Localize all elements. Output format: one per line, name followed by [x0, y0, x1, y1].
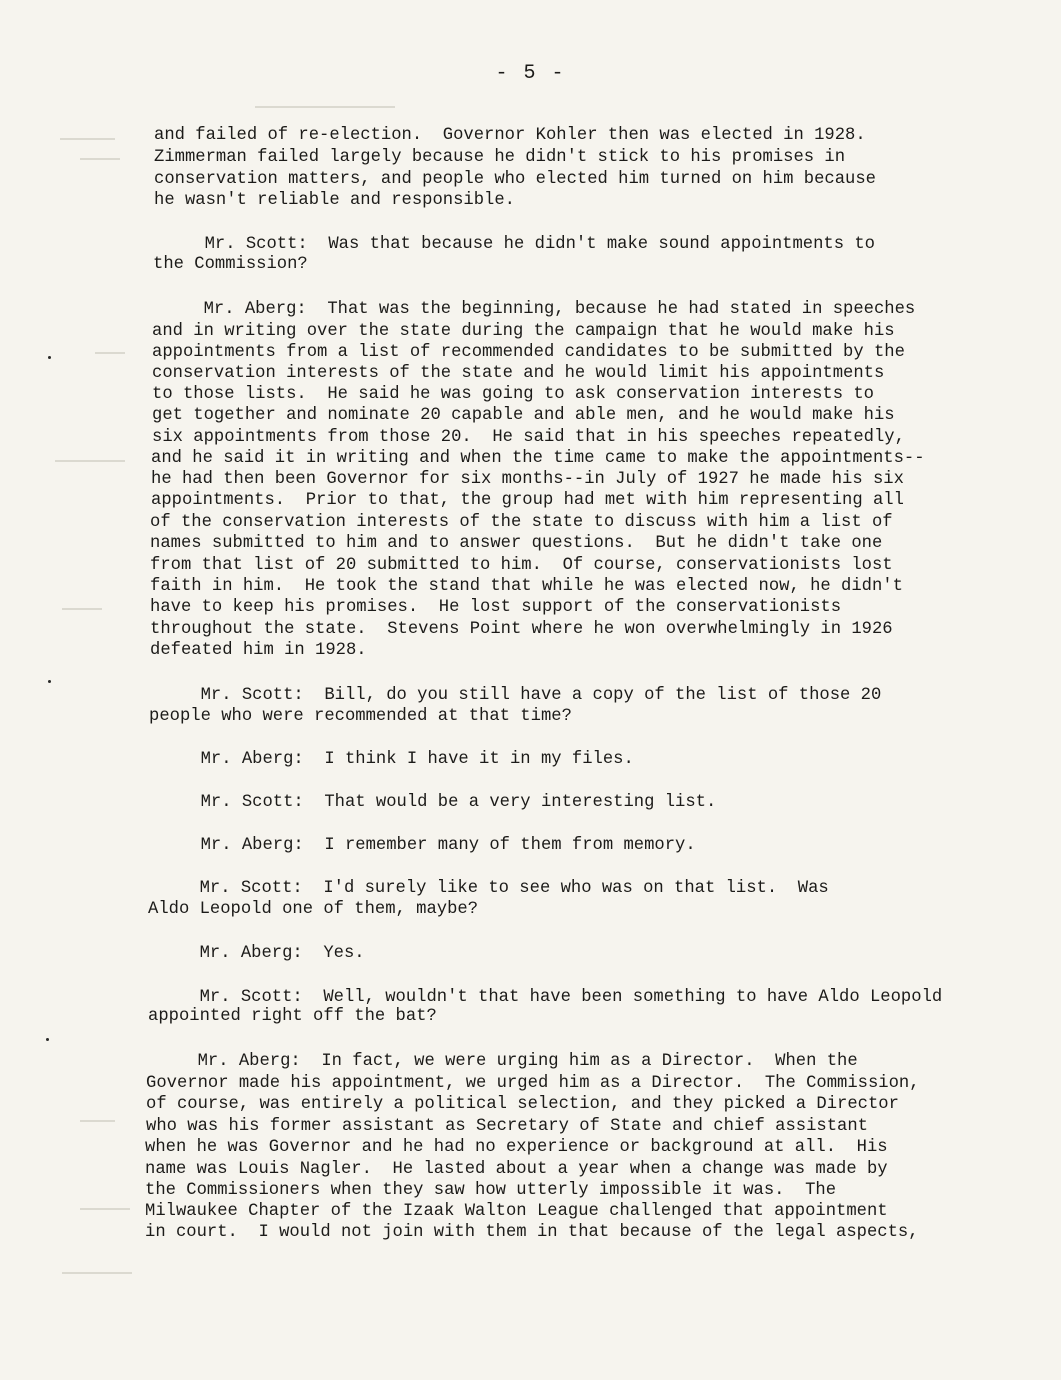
text-line: who was his former assistant as Secretary of State and chief assistant — [146, 1117, 868, 1136]
text-line: Mr. Aberg: I think I have it in my files. — [149, 750, 634, 769]
bleed-through-mark — [60, 138, 115, 140]
text-line: he had then been Governor for six months--in July of 1927 he made his six — [151, 470, 904, 489]
margin-dot — [48, 680, 51, 683]
text-line: Mr. Aberg: In fact, we were urging him as a Director. When the — [146, 1052, 858, 1071]
text-line: and failed of re-election. Governor Kohler then was elected in 1928. — [154, 126, 866, 145]
text-line: get together and nominate 20 capable and able men, and he would make his — [152, 406, 895, 425]
text-line: appointments from a list of recommended candidates to be submitted by the — [152, 343, 905, 362]
text-line: Mr. Aberg: That was the beginning, because he had stated in speeches — [152, 300, 916, 319]
bleed-through-mark — [255, 106, 395, 108]
margin-dot — [48, 356, 51, 359]
text-line: Mr. Scott: Well, wouldn't that have been something to have Aldo Leopold — [148, 988, 943, 1007]
bleed-through-mark — [80, 158, 120, 160]
text-line: and he said it in writing and when the time came to make the appointments-- — [151, 449, 925, 468]
text-line: names submitted to him and to answer questions. But he didn't take one — [150, 534, 883, 553]
text-line: the Commissioners when they saw how utterly impossible it was. The — [145, 1181, 837, 1200]
bleed-through-mark — [95, 352, 125, 354]
text-line: Aldo Leopold one of them, maybe? — [148, 900, 479, 919]
page-number: - 5 - — [495, 62, 566, 85]
text-line: have to keep his promises. He lost support of the conservationists — [150, 598, 842, 617]
bleed-through-mark — [80, 1120, 115, 1122]
bleed-through-mark — [55, 460, 125, 462]
text-line: name was Louis Nagler. He lasted about a year when a change was made by — [145, 1160, 888, 1179]
text-line: Mr. Aberg: I remember many of them from memory. — [149, 836, 696, 855]
text-line: he wasn't reliable and responsible. — [154, 191, 515, 210]
bleed-through-mark — [80, 1208, 130, 1210]
text-line: appointments. Prior to that, the group had met with him representing all — [151, 491, 904, 510]
text-line: and in writing over the state during the campaign that he would make his — [152, 322, 895, 341]
text-line: conservation interests of the state and he would limit his appointments — [152, 364, 885, 383]
text-line: Mr. Scott: That would be a very interesting list. — [149, 793, 717, 812]
text-line: Governor made his appointment, we urged him as a Director. The Commission, — [146, 1074, 920, 1093]
text-line: faith in him. He took the stand that while he was elected now, he didn't — [150, 577, 903, 596]
text-line: Zimmerman failed largely because he didn't stick to his promises in — [154, 148, 846, 167]
text-line: people who were recommended at that time? — [149, 707, 572, 726]
text-line: of the conservation interests of the state to discuss with him a list of — [150, 513, 893, 532]
text-line: appointed right off the bat? — [148, 1007, 437, 1026]
text-line: throughout the state. Stevens Point where he won overwhelmingly in 1926 — [150, 620, 893, 639]
text-line: Milwaukee Chapter of the Izaak Walton League challenged that appointment — [145, 1202, 888, 1221]
text-line: Mr. Scott: Bill, do you still have a copy of the list of those 20 — [149, 686, 882, 705]
text-line: of course, was entirely a political selection, and they picked a Director — [146, 1095, 899, 1114]
text-line: defeated him in 1928. — [150, 641, 367, 660]
text-line: conservation matters, and people who elected him turned on him because — [154, 170, 876, 189]
bleed-through-mark — [62, 1272, 132, 1274]
text-line: the Commission? — [153, 255, 308, 274]
text-line: when he was Governor and he had no experience or background at all. His — [145, 1138, 888, 1157]
text-line: to those lists. He said he was going to ask conservation interests to — [152, 385, 874, 404]
bleed-through-mark — [62, 608, 102, 610]
text-line: from that list of 20 submitted to him. Of course, conservationists lost — [150, 556, 893, 575]
text-line: Mr. Aberg: Yes. — [148, 944, 365, 963]
text-line: in court. I would not join with them in that because of the legal aspects, — [145, 1223, 919, 1242]
text-line: six appointments from those 20. He said that in his speeches repeatedly, — [152, 428, 905, 447]
text-line: Mr. Scott: I'd surely like to see who was on that list. Was — [148, 879, 829, 898]
text-line: Mr. Scott: Was that because he didn't make sound appointments to — [153, 235, 875, 254]
margin-dot — [46, 1038, 49, 1041]
